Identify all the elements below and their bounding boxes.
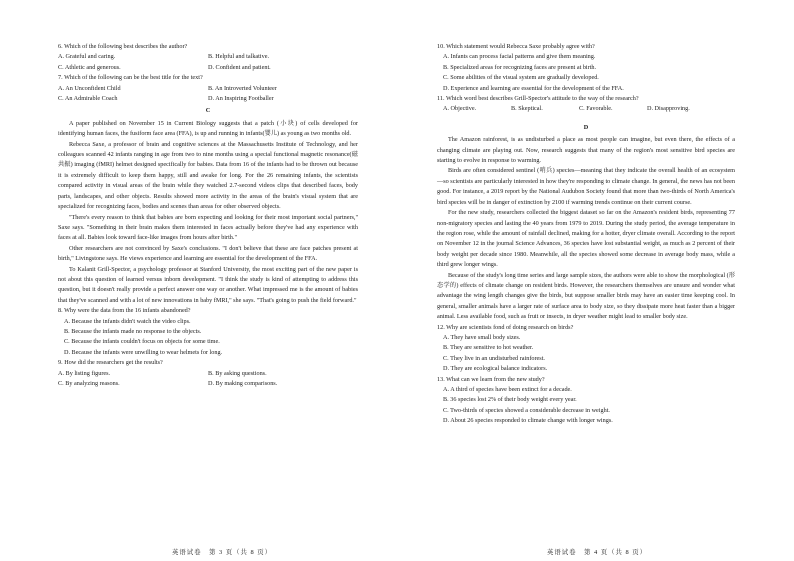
question-10-option-b: B. Specialized areas for recognizing faces are present at birth. bbox=[443, 63, 597, 71]
question-7-options-row2 bbox=[58, 94, 358, 104]
question-8-option-c: C. Because the infants couldn't focus on objects for some time. bbox=[64, 338, 220, 346]
question-13-option-a: A. A third of species have been extinct for a decade. bbox=[443, 386, 572, 393]
question-11-stem: 11. Which word best describes Grill-Spector's attitude to the way of the research? bbox=[437, 95, 639, 103]
question-6-stem: 6. Which of the following best describes the author? bbox=[58, 43, 188, 50]
passage-c-paragraph-5: To Kalanit Grill-Spector, a psychology professor at Stanford University, the most exciting part of the new paper is not about this question of learned versus inborn development. "I think the study is kind of attempting to address this question, but it doesn't really provide a perfect answer one way or another. What impressed me is the amount of babies that they've scanned and with a lot of new innovations in baby fMRI," she says. "That's going to push the field forward." bbox=[58, 265, 358, 304]
passage-c-paragraph-3: "There's every reason to think that babies are born expecting and looking for their most important social partners," Saxe says. "Something in their brain makes them interested in faces actually before they've had any experience with faces at all. Babies look toward face-like images from hours after birth." bbox=[58, 213, 358, 242]
question-8-stem: 8. Why were the data from the 16 infants abandoned? bbox=[58, 307, 191, 315]
right-page bbox=[397, 0, 794, 561]
question-7-options-row1 bbox=[58, 84, 358, 94]
question-7-option-a: A. An Unconfident Child bbox=[58, 84, 121, 92]
question-13-option-c: C. Two-thirds of species showed a considerable decrease in weight. bbox=[443, 406, 610, 414]
question-7-option-b: B. An Introverted Volunteer bbox=[208, 84, 277, 92]
question-12-option-d: D. They are ecological balance indicators. bbox=[443, 365, 548, 373]
question-10-option-c: C. Some abilities of the visual system are gradually developed. bbox=[443, 74, 599, 82]
question-12-stem: 12. Why are scientists fond of doing research on birds? bbox=[437, 323, 574, 331]
section-c-label: C bbox=[205, 107, 211, 115]
question-12-option-b: B. They are sensitive to hot weather. bbox=[443, 344, 534, 352]
question-10-option-d: D. Experience and learning are essential for the development of the FFA. bbox=[443, 84, 624, 92]
question-11-option-a: A. Objective. bbox=[443, 105, 477, 113]
question-8-option-b: B. Because the infants made no response to the objects. bbox=[64, 327, 202, 335]
question-13-option-d: D. About 26 species responded to climate change with longer wings. bbox=[443, 417, 613, 425]
section-d-label: D bbox=[583, 123, 589, 131]
left-page-footer: 英语试卷 第 3 页（共 8 页） bbox=[172, 549, 273, 556]
question-11-options bbox=[437, 104, 735, 114]
question-7-option-c: C. An Admirable Coach bbox=[58, 95, 118, 103]
question-6-options-row2 bbox=[58, 63, 358, 73]
passage-c-paragraph-1: A paper published on November 15 in Current Biology suggests that a patch (小块) of cells developed for identifying human faces, the fusiform face area (FFA), is up and running in infants(婴儿) as young as two months old. bbox=[58, 119, 358, 138]
question-9-option-d: D. By making comparisons. bbox=[208, 380, 278, 387]
question-9-stem: 9. How did the researchers get the results? bbox=[58, 359, 163, 367]
question-8-option-a: A. Because the infants didn't watch the video clips. bbox=[64, 317, 191, 325]
question-8-option-d: D. Because the infants were unwilling to wear helmets for long. bbox=[64, 348, 223, 356]
left-column bbox=[58, 42, 358, 389]
question-9-options-row2 bbox=[58, 379, 358, 389]
question-7-stem: 7. Which of the following can be the best title for the text? bbox=[58, 74, 203, 82]
passage-d-paragraph-2: Birds are often considered sentinel (哨兵) species—meaning that they indicate the overall health of an ecosystem—so scientists are particularly interested in how they're responding to climate change. In general, the news has not been good. For instance, a 2019 report by the National Audubon Society found that more than two-thirds of North America's bird species will be in danger of extinction by 2100 if warming trends continue on their current course. bbox=[437, 167, 735, 206]
passage-d-paragraph-1: The Amazon rainforest, is as undisturbed a place as most people can imagine, but even there, the effects of a changing climate are playing out. Now, research suggests that many of the region's most sensitive bird species are starting to evolve in response to warming. bbox=[437, 136, 735, 165]
question-13-stem: 13. What can we learn from the new study? bbox=[437, 375, 545, 383]
passage-d-paragraph-3: For the new study, researchers collected the biggest dataset so far on the Amazon's resident birds, representing 77 non-migratory species and lasting the 40 years from 1979 to 2019. During the study period, the average temperature in the region rose, while the amount of rainfall declined, making for a hotter, dryer climate overall. According to the report on November 12 in the journal Science Advances, 36 species have lost substantial weight, as much as 2 percent of their body weight per decade since 1980. Meanwhile, all the species showed some decrease in average body mass, while a third grew longer wings. bbox=[437, 209, 735, 269]
question-6-option-b: B. Helpful and talkative. bbox=[208, 53, 269, 61]
question-9-option-c: C. By analyzing reasons. bbox=[58, 380, 120, 387]
question-11-option-c: C. Favorable. bbox=[579, 105, 613, 113]
question-6-option-a: A. Grateful and caring. bbox=[58, 53, 116, 61]
question-11-option-b: B. Skeptical. bbox=[511, 105, 543, 113]
question-6-option-d: D. Confident and patient. bbox=[208, 63, 271, 71]
question-9-options-row1 bbox=[58, 369, 358, 379]
passage-d-paragraph-4: Because of the study's long time series and large sample sizes, the authors were able to show the morphological (形态学的) effects of climate change on resident birds. However, the researchers themselves are unsure and wonder what advantage the wing length changes give the birds, but suppose smaller birds may have an easier time keeping cool. In general, smaller animals have a larger rate of surface area to body size, so they dissipate more heat faster than a bigger animal. Less available food, such as fruit or insects, in dryer weather might lead to smaller body size. bbox=[437, 271, 735, 321]
question-9-option-b: B. By asking questions. bbox=[208, 369, 267, 377]
question-12-option-a: A. They have small body sizes. bbox=[443, 333, 521, 341]
question-6-option-c: C. Athletic and generous. bbox=[58, 63, 121, 71]
question-10-stem: 10. Which statement would Rebecca Saxe probably agree with? bbox=[437, 43, 595, 50]
right-page-footer: 英语试卷 第 4 页（共 8 页） bbox=[547, 549, 648, 556]
question-6-options-row1 bbox=[58, 52, 358, 62]
question-9-option-a: A. By listing figures. bbox=[58, 369, 111, 377]
question-7-option-d: D. An Inspiring Footballer bbox=[208, 95, 274, 103]
question-13-option-b: B. 36 species lost 2% of their body weight every year. bbox=[443, 396, 577, 404]
question-12-option-c: C. They live in an undisturbed rainforest. bbox=[443, 354, 545, 362]
right-column bbox=[437, 42, 735, 427]
question-11-option-d: D. Disapproving. bbox=[647, 105, 690, 113]
passage-c-paragraph-2: Rebecca Saxe, a professor of brain and cognitive sciences at the Massachusetts Institute of Technology, and her colleagues scanned 42 infants ranging in age from two to nine months using a special functional magnetic resonance(磁共振) imaging (fMRI) helmet designed specifically for babies. Data from 16 of the infants had to be thrown out because it is extremely difficult to keep them happy, still and awake for long. For the 26 remaining infants, the scientists compared activity in visual areas of the brain while they watched 2.7-second videos clips that described faces, body parts, landscapes, and other objects. Results showed more activity in the areas of the brain's visual system that are specialized for recognizing faces, bodies and scenes than areas for other observed objects. bbox=[58, 140, 358, 211]
passage-c-paragraph-4: Other researchers are not convinced by Saxe's conclusions. "I don't believe that these are face patches present at birth," Livingstone says. He views experience and learning are essential for the development of the FFA. bbox=[58, 244, 358, 263]
question-10-option-a: A. Infants can process facial patterns and give them meaning. bbox=[443, 53, 596, 61]
